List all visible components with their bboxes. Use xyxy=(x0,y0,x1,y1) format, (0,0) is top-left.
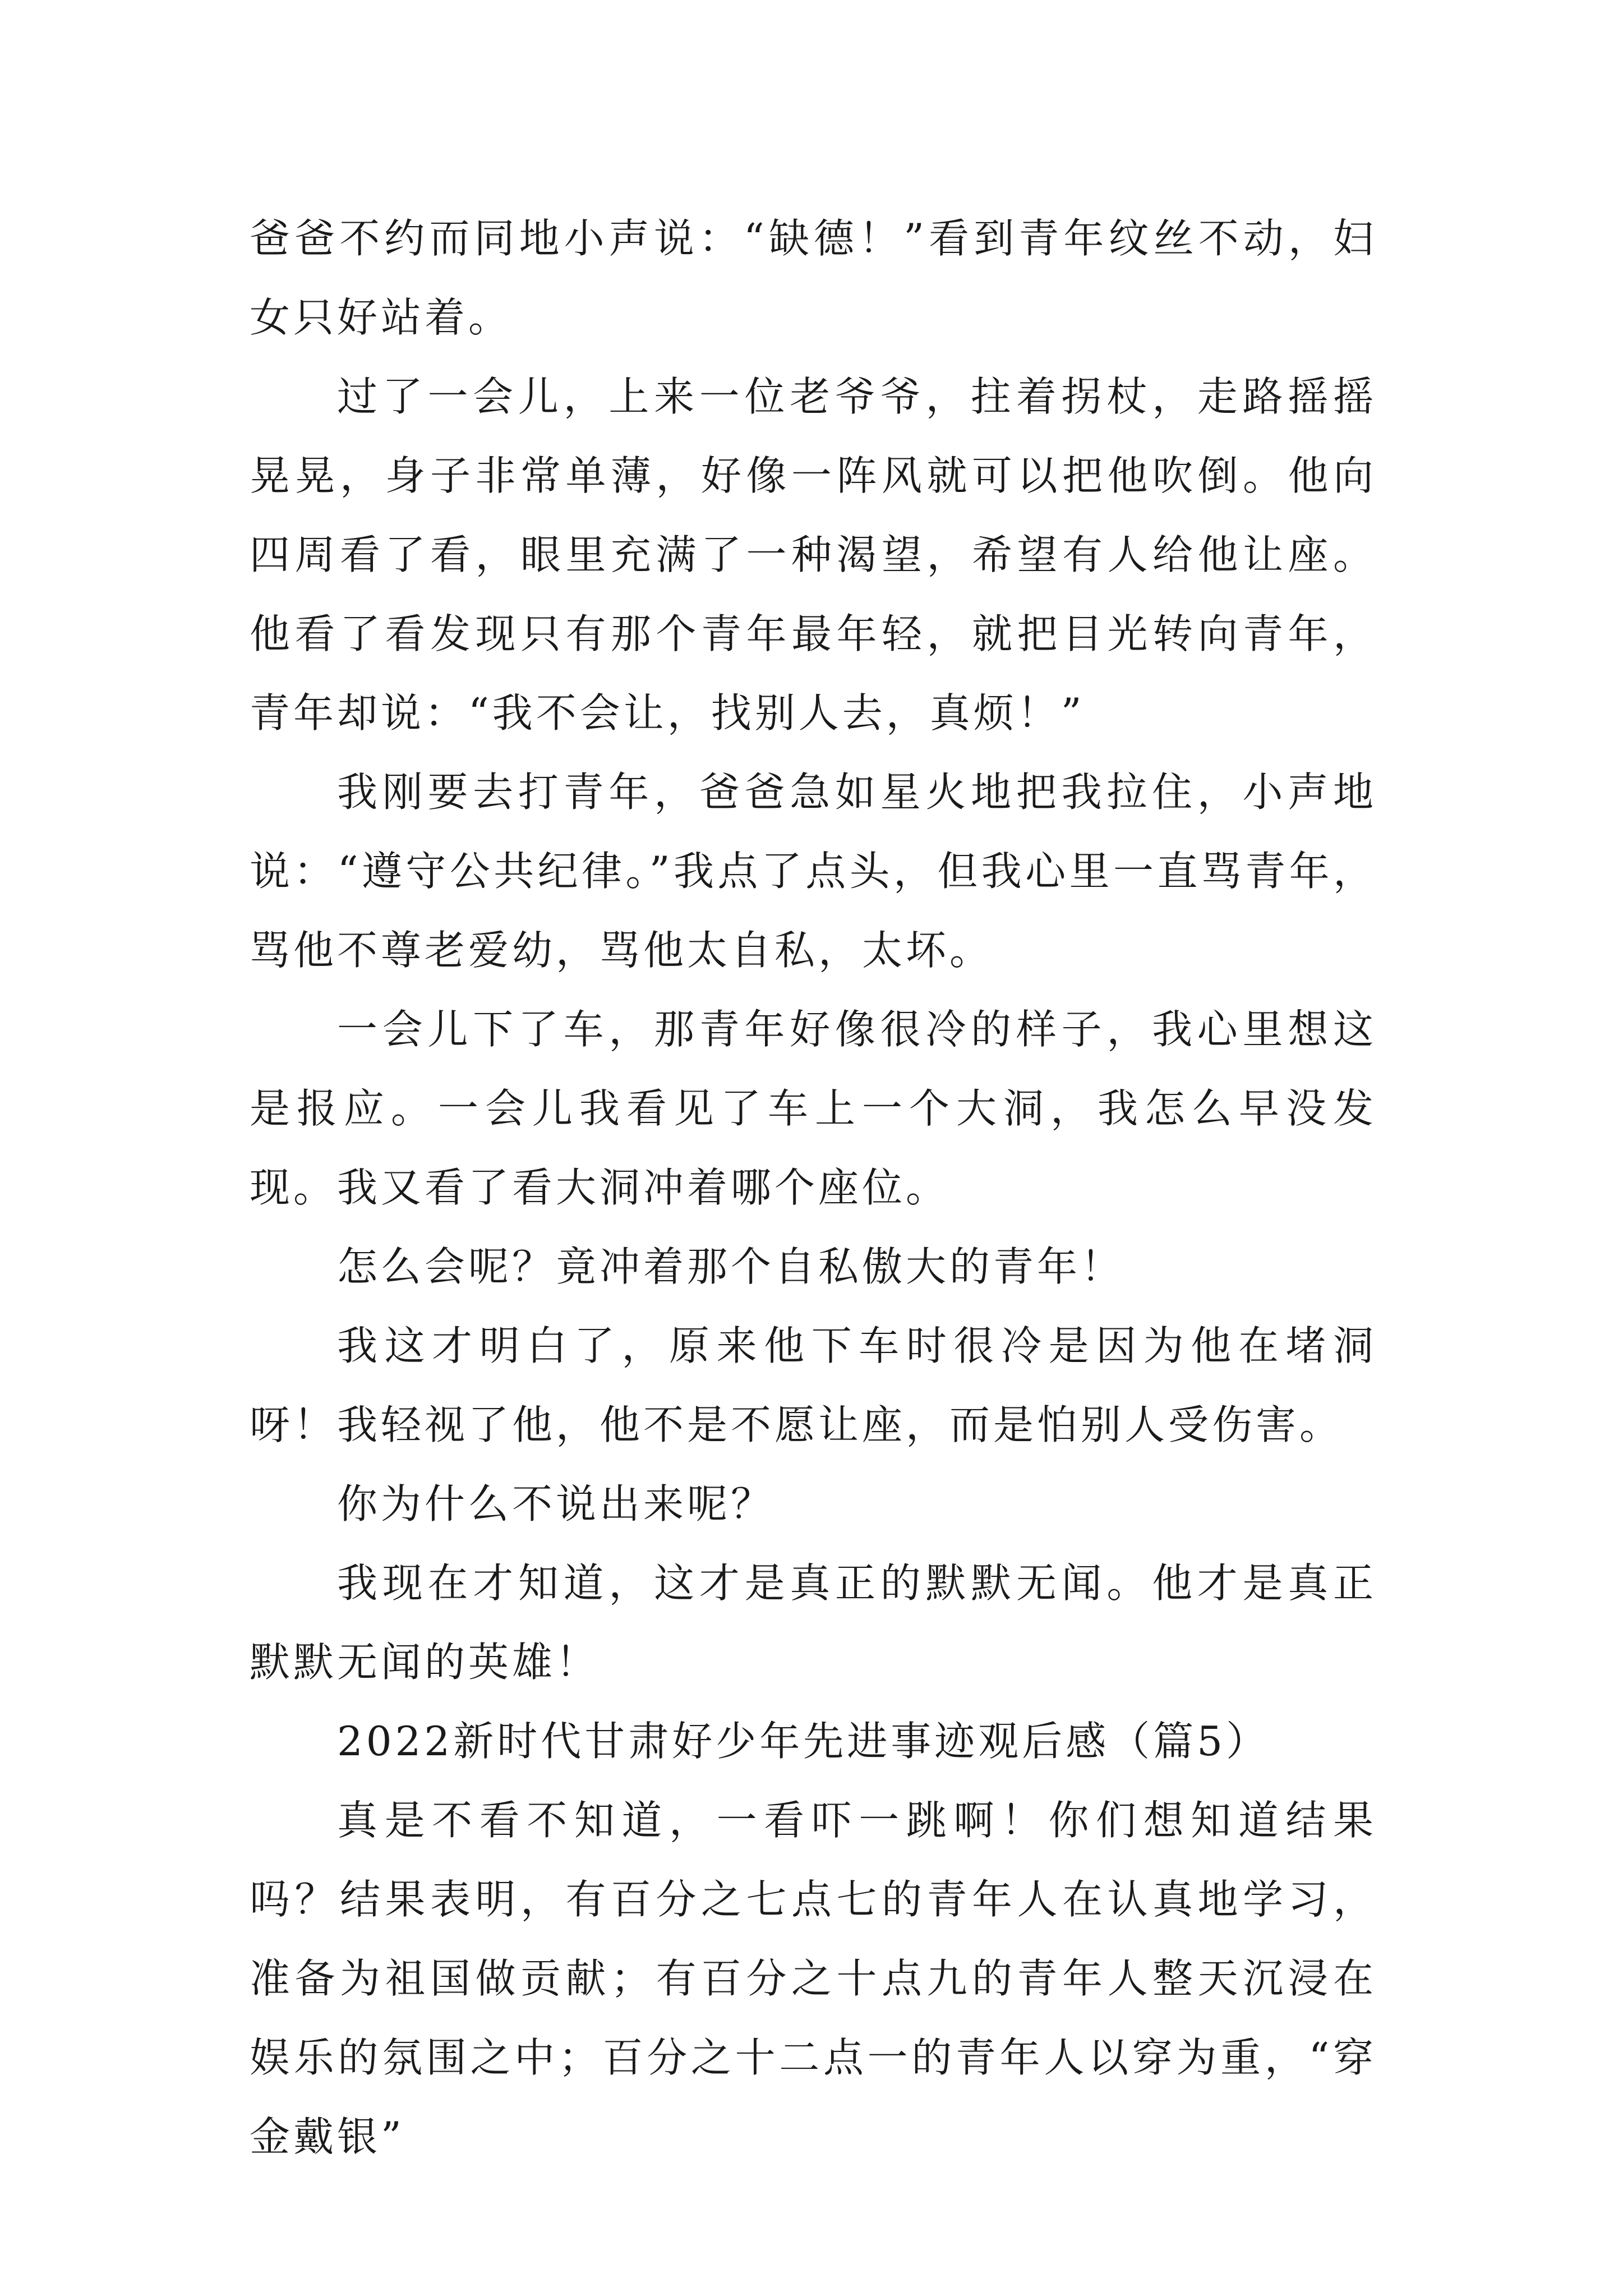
paragraph-2: 过了一会儿，上来一位老爷爷，拄着拐杖，走路摇摇晃晃，身子非常单薄，好像一阵风就可以把他吹倒。他向四周看了看，眼里充满了一种渴望，希望有人给他让座。他看了看发现只有那个青年最年轻，就把目光转向青年，青年却说：“我不会让，找别人去，真烦！” xyxy=(250,373,1377,737)
paragraph-1: 爸爸不约而同地小声说：“缺德！”看到青年纹丝不动，妇女只好站着。 xyxy=(250,215,1377,341)
paragraph-8: 我现在才知道，这才是真正的默默无闻。他才是真正默默无闻的英雄！ xyxy=(250,1559,1377,1686)
paragraph-5: 怎么会呢？竟冲着那个自私傲大的青年！ xyxy=(337,1243,1125,1290)
paragraph-6: 我这才明白了，原来他下车时很冷是因为他在堵洞呀！我轻视了他，他不是不愿让座，而是怕别人受伤害。 xyxy=(250,1322,1377,1448)
paragraph-9: 真是不看不知道，一看吓一跳啊！你们想知道结果吗？结果表明，有百分之七点七的青年人在认真地学习，准备为祖国做贡献；有百分之十点九的青年人整天沉浸在娱乐的氛围之中；百分之十二点一的青年人以穿为重，“穿金戴银” xyxy=(250,1797,1377,2160)
document-body xyxy=(250,199,1377,2177)
paragraph-4: 一会儿下了车，那青年好像很冷的样子，我心里想这是报应。一会儿我看见了车上一个大洞，我怎么早没发现。我又看了看大洞冲着哪个座位。 xyxy=(250,1006,1377,1211)
section-heading: 2022新时代甘肃好少年先进事迹观后感（篇5） xyxy=(337,1718,1270,1765)
paragraph-7: 你为什么不说出来呢？ xyxy=(337,1480,775,1527)
paragraph-3: 我刚要去打青年，爸爸急如星火地把我拉住，小声地说：“遵守公共纪律。”我点了点头，但我心里一直骂青年，骂他不尊老爱幼，骂他太自私，太坏。 xyxy=(250,769,1377,974)
